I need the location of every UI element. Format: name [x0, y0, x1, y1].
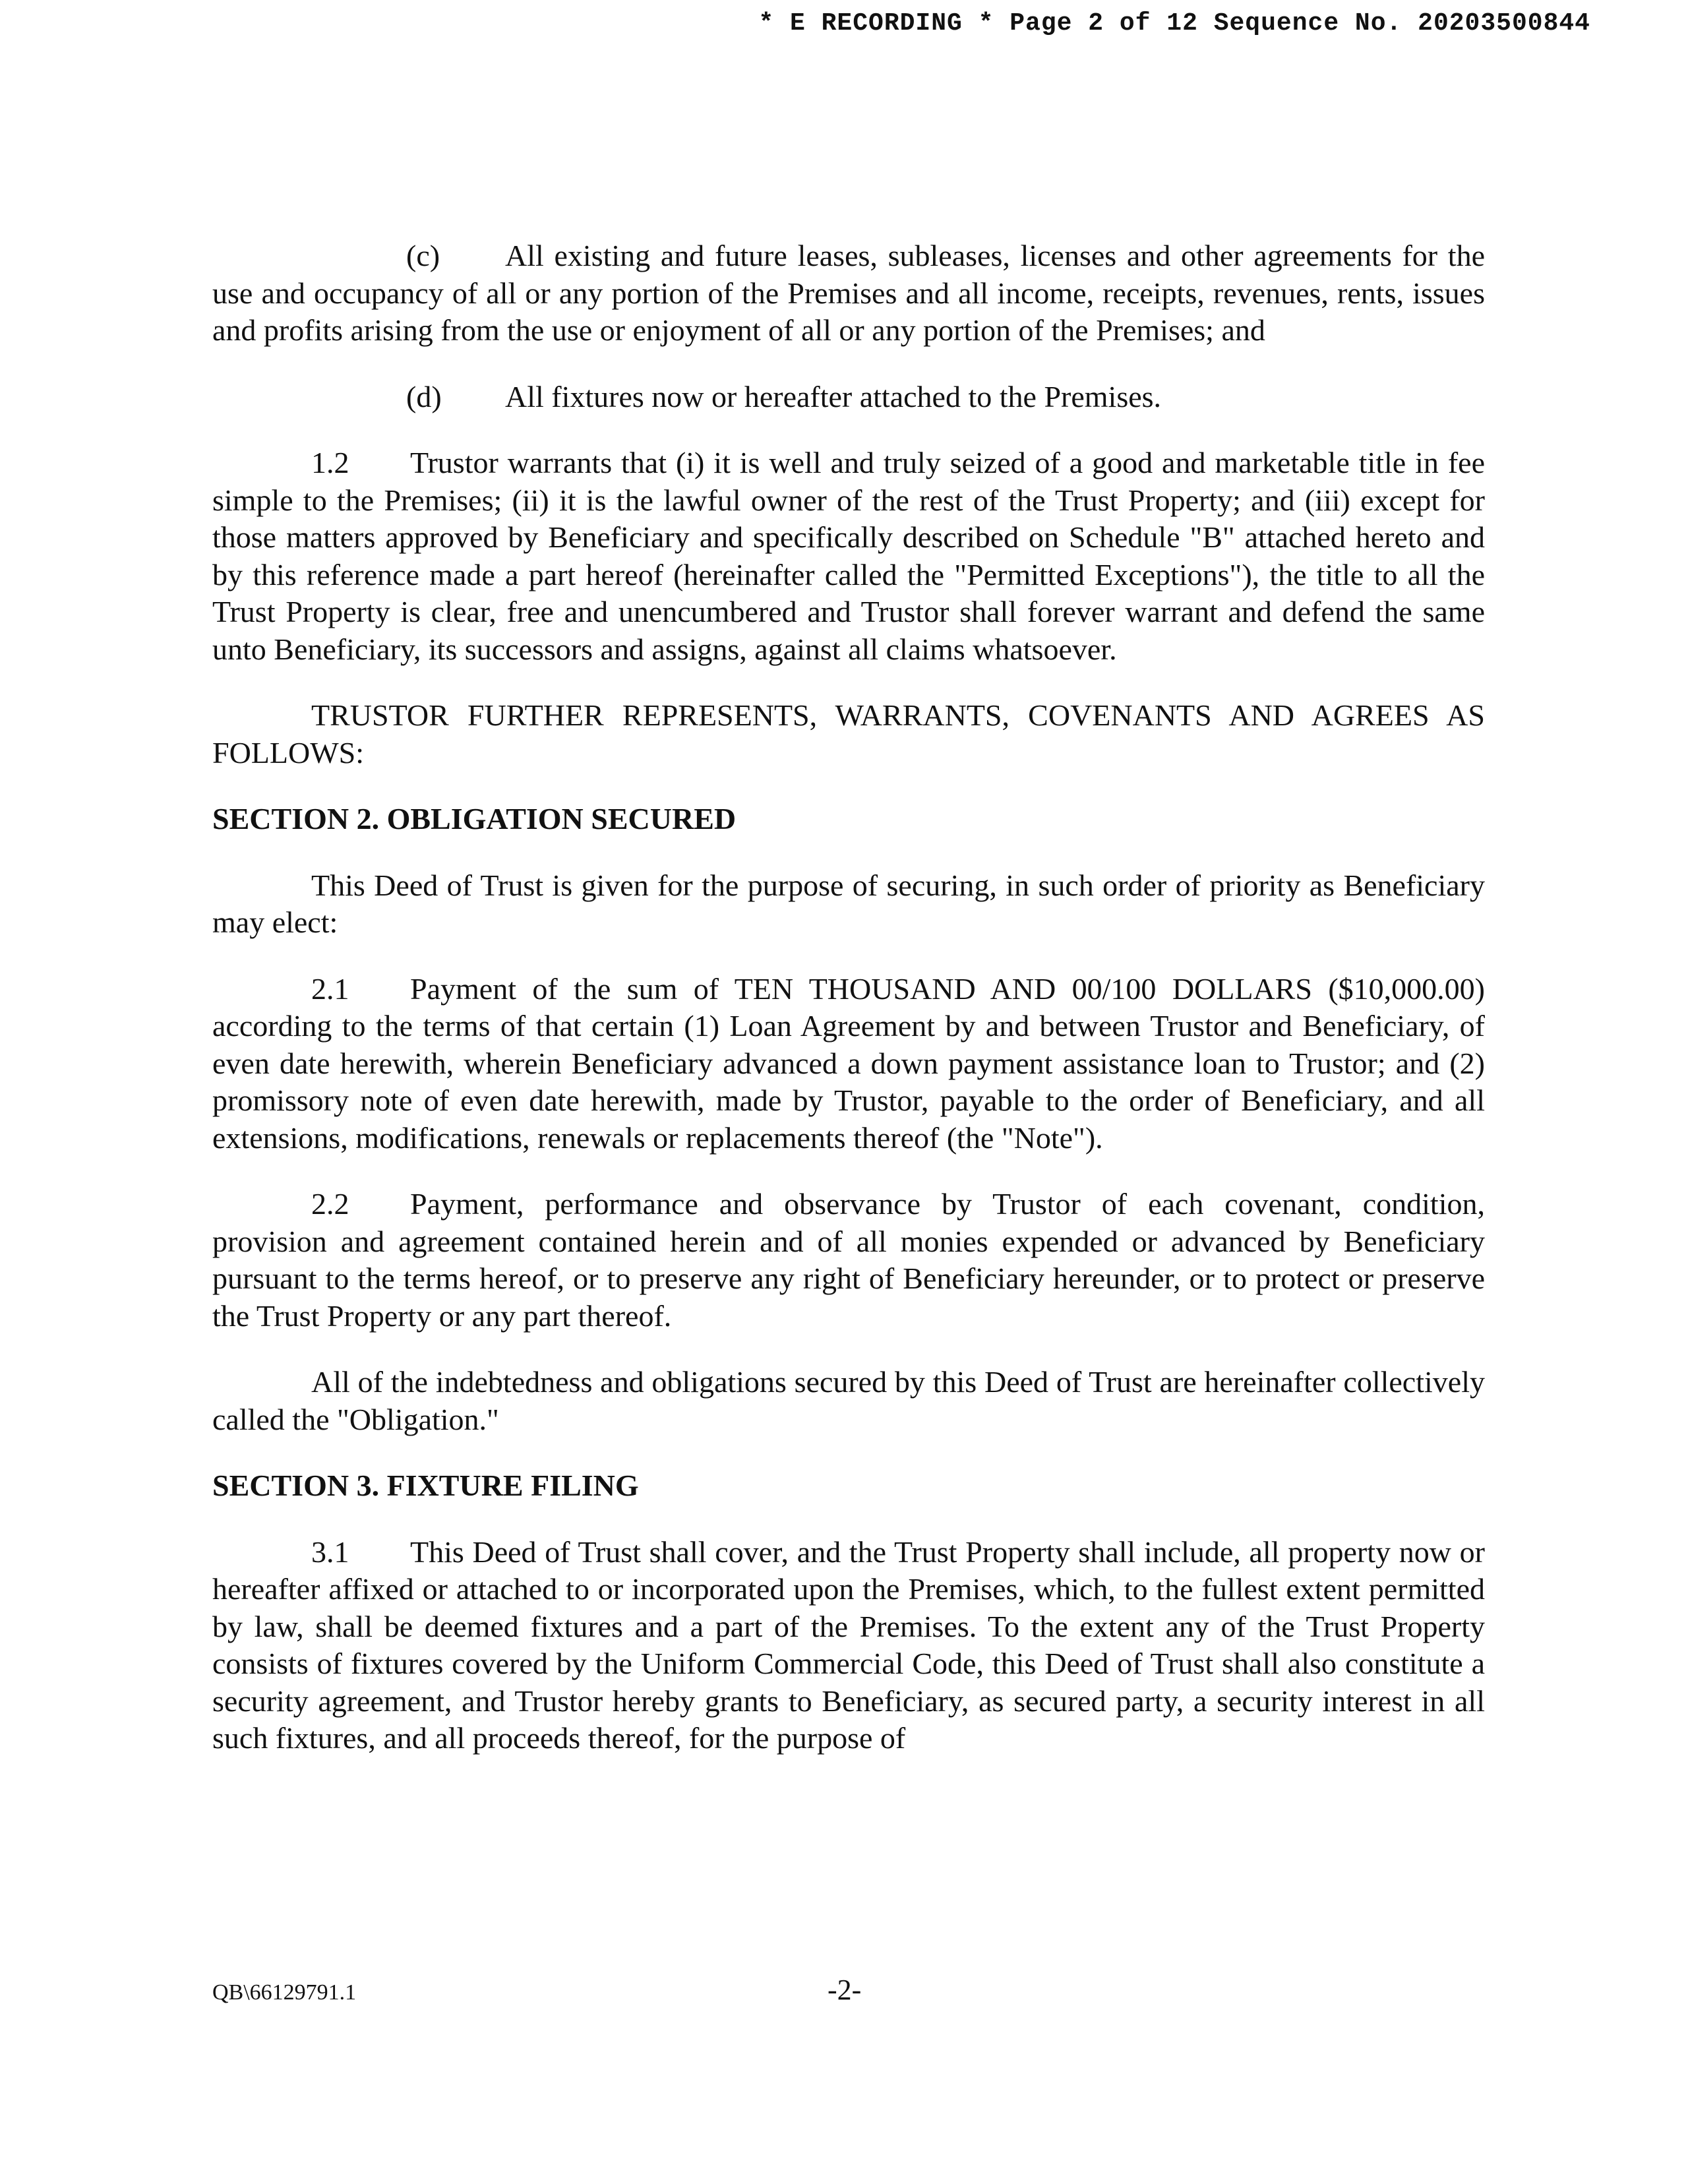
paragraph-1-2-number: 1.2: [311, 446, 349, 479]
paragraph-2-2-text: Payment, performance and observance by Trustor of each covenant, condition, provision and agreement contained herein and of all monies expended or advanced by Beneficiary pursuant to the terms hereof, or to preserve any right of Beneficiary hereunder, or to protect or preserve the Trust Property or any part thereof.: [212, 1187, 1485, 1333]
page-number: -2-: [828, 1974, 862, 2006]
section-2-intro: This Deed of Trust is given for the purpose of securing, in such order of priority as Beneficiary may elect:: [212, 868, 1485, 939]
paragraph-2-1-text: Payment of the sum of TEN THOUSAND AND 00/100 DOLLARS ($10,000.00) according to the terms of that certain (1) Loan Agreement by and between Trustor and Beneficiary, of even date herewith, wherein Beneficiary advanced a down payment assistance loan to Trustor; and (2) promissory note of even date herewith, made by Trustor, payable to the order of Beneficiary, and all extensions, modifications, renewals or replacements thereof (the "Note").: [212, 971, 1485, 1155]
section-2-heading: SECTION 2. OBLIGATION SECURED: [212, 802, 737, 835]
paragraph-1-2-text: Trustor warrants that (i) it is well and truly seized of a good and marketable title in fee simple to the Premises; (ii) it is the lawful owner of the rest of the Trust Property; and (iii) except for those matters approved by Beneficiary and specifically described on Schedule "B" attached hereto and by this reference made a part hereof (hereinafter called the "Permitted Exceptions"), the title to all the Trust Property is clear, free and unencumbered and Trustor shall forever warrant and defend the same unto Beneficiary, its successors and assigns, against all claims whatsoever.: [212, 446, 1485, 666]
paragraph-2-1-number: 2.1: [311, 971, 349, 1006]
paragraph-3-1-number: 3.1: [311, 1534, 349, 1569]
item-c: [212, 237, 1485, 349]
paragraph-1-2: [212, 444, 1485, 668]
paragraph-2-2: [212, 1186, 1485, 1335]
further-represents: TRUSTOR FURTHER REPRESENTS, WARRANTS, COVENANTS AND AGREES AS FOLLOWS:: [212, 698, 1485, 770]
paragraph-3-1-text: This Deed of Trust shall cover, and the Trust Property shall include, all property now or hereafter affixed or attached to or incorporated upon the Premises, which, to the fullest extent permitted by law, shall be deemed fixtures and a part of the Premises. To the extent any of the Trust Property consists of fixtures covered by the Uniform Commercial Code, this Deed of Trust shall also constitute a security agreement, and Trustor hereby grants to Beneficiary, as secured party, a security interest in all such fixtures, and all proceeds thereof, for the purpose of: [212, 1534, 1485, 1755]
item-d-text: All fixtures now or hereafter attached to the Premises.: [505, 379, 1162, 413]
recording-stamp: * E RECORDING * Page 2 of 12 Sequence No. 20203500844: [758, 9, 1590, 38]
paragraph-2-2-number: 2.2: [311, 1187, 349, 1221]
document-body: [212, 237, 1485, 1757]
item-d: [212, 379, 1485, 416]
item-d-label: (d): [406, 379, 442, 413]
item-c-text: All existing and future leases, subleases, licenses and other agreements for the use and occupancy of all or any portion of the Premises and all income, receipts, revenues, rents, issues and profits arising from the use or enjoyment of all or any portion of the Premises; and: [212, 239, 1485, 347]
paragraph-2-1: [212, 971, 1485, 1157]
item-c-label: (c): [406, 239, 440, 272]
document-id: QB\66129791.1: [212, 1980, 357, 2005]
paragraph-3-1: [212, 1534, 1485, 1757]
section-3-heading: SECTION 3. FIXTURE FILING: [212, 1469, 639, 1502]
section-2-closing: All of the indebtedness and obligations secured by this Deed of Trust are hereinafter collectively called the "Obligation.": [212, 1365, 1485, 1436]
